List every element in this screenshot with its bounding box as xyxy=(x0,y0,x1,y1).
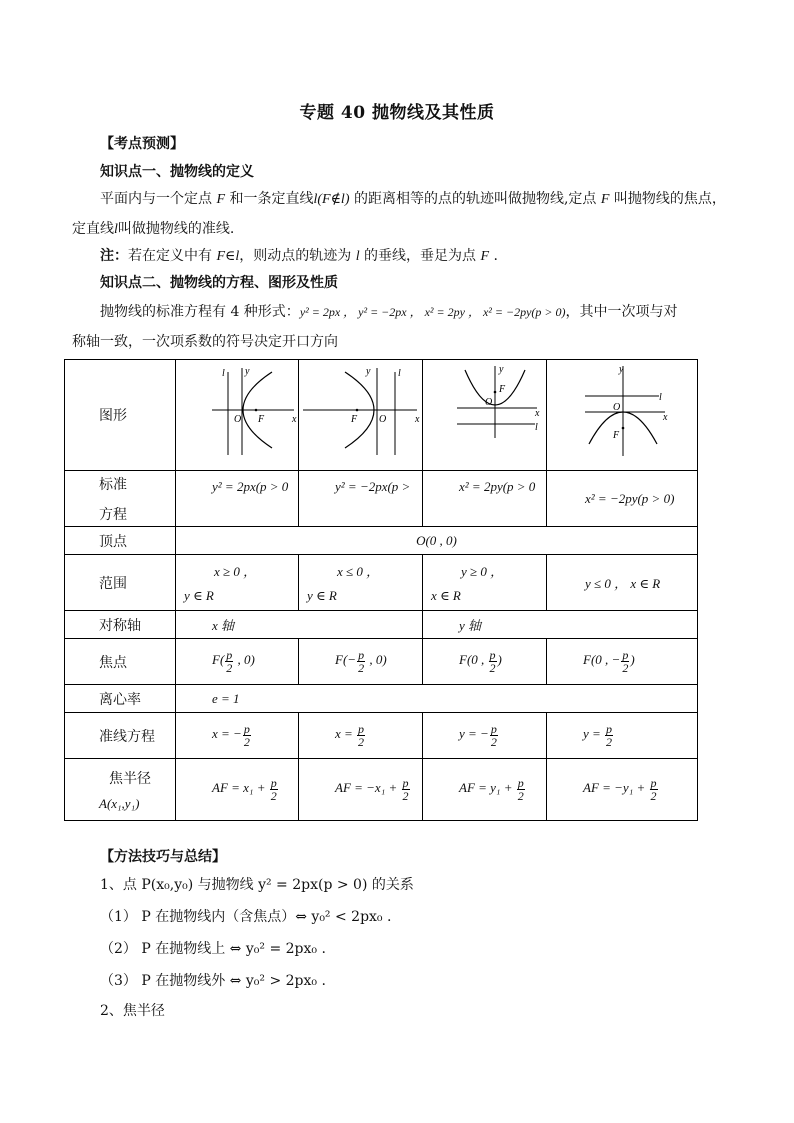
row-label-focus: 焦点 xyxy=(65,639,176,685)
equation: y² = −2px(p > xyxy=(335,479,411,494)
method1-line: 1、点 P(x₀,y₀) 与抛物线 y² = 2px(p > 0) 的关系 xyxy=(100,877,414,893)
row-label-vertex: 顶点 xyxy=(65,527,176,555)
focal-cell xyxy=(423,759,547,821)
kp1-heading: 知识点一、抛物线的定义 xyxy=(100,164,254,180)
focus-value xyxy=(423,648,502,675)
parabola-up-figure xyxy=(423,360,546,466)
label-O: O xyxy=(485,397,493,408)
math: l xyxy=(114,222,118,237)
label-O: O xyxy=(379,414,387,425)
eq-cell xyxy=(547,471,698,527)
directrix-cell xyxy=(299,713,423,759)
part: − xyxy=(611,652,621,668)
label-part: A(x₁,y₁) xyxy=(99,795,140,811)
eq-cell xyxy=(176,471,299,527)
denominator: 2 xyxy=(270,789,277,803)
range-a: x ≤ 0 ， xyxy=(337,564,380,579)
parabola-left-figure xyxy=(299,360,422,466)
row-label-equation xyxy=(65,471,176,527)
section-header-predictions: 【考点预测】 xyxy=(100,136,184,152)
focus-cell xyxy=(547,639,698,685)
range-cell xyxy=(299,555,423,611)
part: F(0 , xyxy=(583,652,612,668)
denominator: 2 xyxy=(606,735,613,749)
range-b: y ∈ R xyxy=(307,588,337,603)
label-l: l xyxy=(659,392,662,403)
part: x = − xyxy=(212,726,242,742)
table-row-equation xyxy=(65,471,698,527)
row-label-focal-radius xyxy=(65,759,176,821)
focal-cell xyxy=(547,759,698,821)
focal-value xyxy=(423,776,526,803)
text: 叫做抛物线的准线. xyxy=(117,221,235,237)
text: ，则动点的轨迹为 xyxy=(239,248,356,264)
fraction xyxy=(650,777,658,802)
eq-cell xyxy=(299,471,423,527)
equation: y² = 2px(p > 0 xyxy=(212,479,289,494)
table-row-vertex xyxy=(65,527,698,555)
math: F xyxy=(216,192,226,207)
fraction xyxy=(225,649,233,674)
label-l: l xyxy=(398,368,401,379)
figure-right-opening xyxy=(176,360,299,471)
equation: x² = −2py(p > 0) xyxy=(585,490,675,506)
figure-up-opening xyxy=(423,360,547,471)
row-label-eccentricity: 离心率 xyxy=(65,685,176,713)
fraction xyxy=(621,649,629,674)
math: l(F∉l) xyxy=(313,192,350,207)
directrix-cell xyxy=(423,713,547,759)
text: 的距离相等的点的轨迹叫做抛物线,定点 xyxy=(349,191,601,207)
text: 叫抛物线的焦点， xyxy=(609,191,726,207)
fraction xyxy=(605,723,613,748)
denominator: 2 xyxy=(517,789,524,803)
label-y: y xyxy=(619,364,624,375)
text: 抛物线的标准方程有 4 种形式： xyxy=(100,304,300,320)
math: l xyxy=(355,249,360,264)
focus-value xyxy=(547,648,635,675)
numerator: p xyxy=(226,648,233,662)
note-label: 注： xyxy=(100,248,128,264)
numerator: p xyxy=(622,648,629,662)
figure-left-opening xyxy=(299,360,423,471)
text: 和一条定直线 xyxy=(225,191,314,207)
label-x: x xyxy=(292,414,297,425)
denominator: 2 xyxy=(490,735,497,749)
text: ，其中一次项与对 xyxy=(565,304,678,320)
range-a: y ≥ 0 ， xyxy=(461,564,504,579)
part: ) xyxy=(497,652,502,668)
label-F: F xyxy=(613,430,620,441)
axis-value: y 轴 xyxy=(459,618,482,633)
label-y: y xyxy=(245,366,250,377)
numerator: p xyxy=(402,776,409,790)
directrix-value xyxy=(176,722,252,749)
part: − xyxy=(347,652,357,668)
focal-cell xyxy=(299,759,423,821)
part: y = − xyxy=(459,726,489,742)
part: AF = y₁ + xyxy=(459,780,516,796)
directrix-cell xyxy=(547,713,698,759)
numerator: p xyxy=(490,722,497,736)
directrix-value xyxy=(299,722,366,749)
denominator: 2 xyxy=(622,661,629,675)
range-a: y ≤ 0 ， x ∈ R xyxy=(585,576,661,591)
part: , 0) xyxy=(366,652,387,668)
label-part: 标准 xyxy=(99,476,127,493)
method1-case1: （1） P 在抛物线内（含焦点）⇔ y₀² < 2px₀ . xyxy=(100,909,392,925)
equation: x² = 2py(p > 0 xyxy=(459,479,536,494)
label-F: F xyxy=(499,384,506,395)
numerator: p xyxy=(243,722,250,736)
part: x = xyxy=(335,726,357,742)
label-l: l xyxy=(535,422,538,433)
numerator: p xyxy=(270,776,277,790)
ecc-cell xyxy=(176,685,698,713)
math: F xyxy=(480,249,490,264)
kp1-note xyxy=(100,247,498,266)
table-row-directrix xyxy=(65,713,698,759)
fraction xyxy=(243,723,251,748)
table-row-focus xyxy=(65,639,698,685)
kp2-heading: 知识点二、抛物线的方程、图形及性质 xyxy=(100,275,338,291)
fraction xyxy=(489,649,497,674)
label-part: 方程 xyxy=(99,506,127,523)
label-part: 焦半径 xyxy=(109,770,151,787)
numerator: p xyxy=(606,722,613,736)
vertex-value: O(0 , 0) xyxy=(416,532,457,548)
label-l: l xyxy=(222,368,225,379)
denominator: 2 xyxy=(226,661,233,675)
text: 平面内与一个定点 xyxy=(100,191,217,207)
table-row-eccentricity xyxy=(65,685,698,713)
focal-value xyxy=(299,776,411,803)
label-x: x xyxy=(663,412,668,423)
focus-value xyxy=(176,648,255,675)
label-F: F xyxy=(351,414,358,425)
axis-cell-x xyxy=(176,611,423,639)
part: AF = −y₁ + xyxy=(583,780,649,796)
directrix-value xyxy=(547,722,614,749)
axis-cell-y xyxy=(423,611,698,639)
range-cell xyxy=(423,555,547,611)
denominator: 2 xyxy=(489,661,496,675)
focus-cell xyxy=(299,639,423,685)
method2-line: 2、焦半径 xyxy=(100,1003,165,1019)
eq-cell xyxy=(423,471,547,527)
parabola-down-figure xyxy=(547,360,697,466)
part: AF = x₁ + xyxy=(212,780,269,796)
table-row-range xyxy=(65,555,698,611)
denominator: 2 xyxy=(358,735,365,749)
range-b: y ∈ R xyxy=(184,588,214,603)
directrix-cell xyxy=(176,713,299,759)
table-row-focal-radius xyxy=(65,759,698,821)
label-y: y xyxy=(499,364,504,375)
label-F: F xyxy=(258,414,265,425)
focal-value xyxy=(547,776,659,803)
text: 定直线 xyxy=(72,221,114,237)
fraction xyxy=(270,777,278,802)
fraction xyxy=(357,649,365,674)
part: F(0 , xyxy=(459,652,488,668)
method1-case2: （2） P 在抛物线上 ⇔ y₀² = 2px₀ . xyxy=(100,941,326,957)
range-cell xyxy=(176,555,299,611)
page-title: 专题 40 抛物线及其性质 xyxy=(299,103,495,123)
label-x: x xyxy=(415,414,420,425)
range-cell xyxy=(547,555,698,611)
directrix-value xyxy=(423,722,499,749)
table-row-figure xyxy=(65,360,698,471)
row-label-axis: 对称轴 xyxy=(65,611,176,639)
table-row-axis xyxy=(65,611,698,639)
denominator: 2 xyxy=(650,789,657,803)
parabola-properties-table xyxy=(64,359,698,821)
part: ) xyxy=(630,652,635,668)
axis-value: x 轴 xyxy=(212,618,235,633)
vertex-cell xyxy=(176,527,698,555)
fraction xyxy=(357,723,365,748)
label-O: O xyxy=(613,402,621,413)
ecc-value: e = 1 xyxy=(212,690,240,706)
part: , 0) xyxy=(234,652,255,668)
part: y = xyxy=(583,726,605,742)
focus-cell xyxy=(176,639,299,685)
numerator: p xyxy=(517,776,524,790)
parabola-right-figure xyxy=(176,360,298,466)
label-O: O xyxy=(234,414,242,425)
numerator: p xyxy=(650,776,657,790)
part: F( xyxy=(212,652,225,668)
fraction xyxy=(517,777,525,802)
denominator: 2 xyxy=(358,661,365,675)
part: AF = −x₁ + xyxy=(335,780,401,796)
kp1-line1 xyxy=(100,190,726,209)
row-label-range: 范围 xyxy=(65,555,176,611)
math: F∈l xyxy=(216,249,240,264)
section-header-methods: 【方法技巧与总结】 xyxy=(100,849,226,865)
focal-cell xyxy=(176,759,299,821)
focus-value xyxy=(299,648,387,675)
figure-down-opening xyxy=(547,360,698,471)
fraction xyxy=(490,723,498,748)
fraction xyxy=(402,777,410,802)
focus-cell xyxy=(423,639,547,685)
numerator: p xyxy=(358,722,365,736)
text: 的垂线，垂足为点 xyxy=(359,248,481,264)
method1-case3: （3） P 在抛物线外 ⇔ y₀² > 2px₀ . xyxy=(100,973,326,989)
numerator: p xyxy=(358,648,365,662)
row-label-figure: 图形 xyxy=(65,360,176,471)
kp1-line2 xyxy=(72,220,234,239)
math: F xyxy=(600,192,610,207)
focal-value xyxy=(176,776,279,803)
part: F( xyxy=(335,652,348,668)
kp2-line1 xyxy=(100,303,678,321)
denominator: 2 xyxy=(402,789,409,803)
label-x: x xyxy=(535,408,540,419)
range-a: x ≥ 0 ， xyxy=(214,564,257,579)
text: 若在定义中有 xyxy=(128,248,217,264)
range-b: x ∈ R xyxy=(431,588,461,603)
kp2-line2: 称轴一致，一次项系数的符号决定开口方向 xyxy=(72,334,338,350)
row-label-directrix: 准线方程 xyxy=(65,713,176,759)
denominator: 2 xyxy=(243,735,250,749)
label-y: y xyxy=(366,366,371,377)
math-forms: y² = 2px ， y² = −2px ， x² = 2py ， x² = −2py(p > 0) xyxy=(299,305,566,319)
numerator: p xyxy=(489,648,496,662)
text: . xyxy=(489,248,498,264)
